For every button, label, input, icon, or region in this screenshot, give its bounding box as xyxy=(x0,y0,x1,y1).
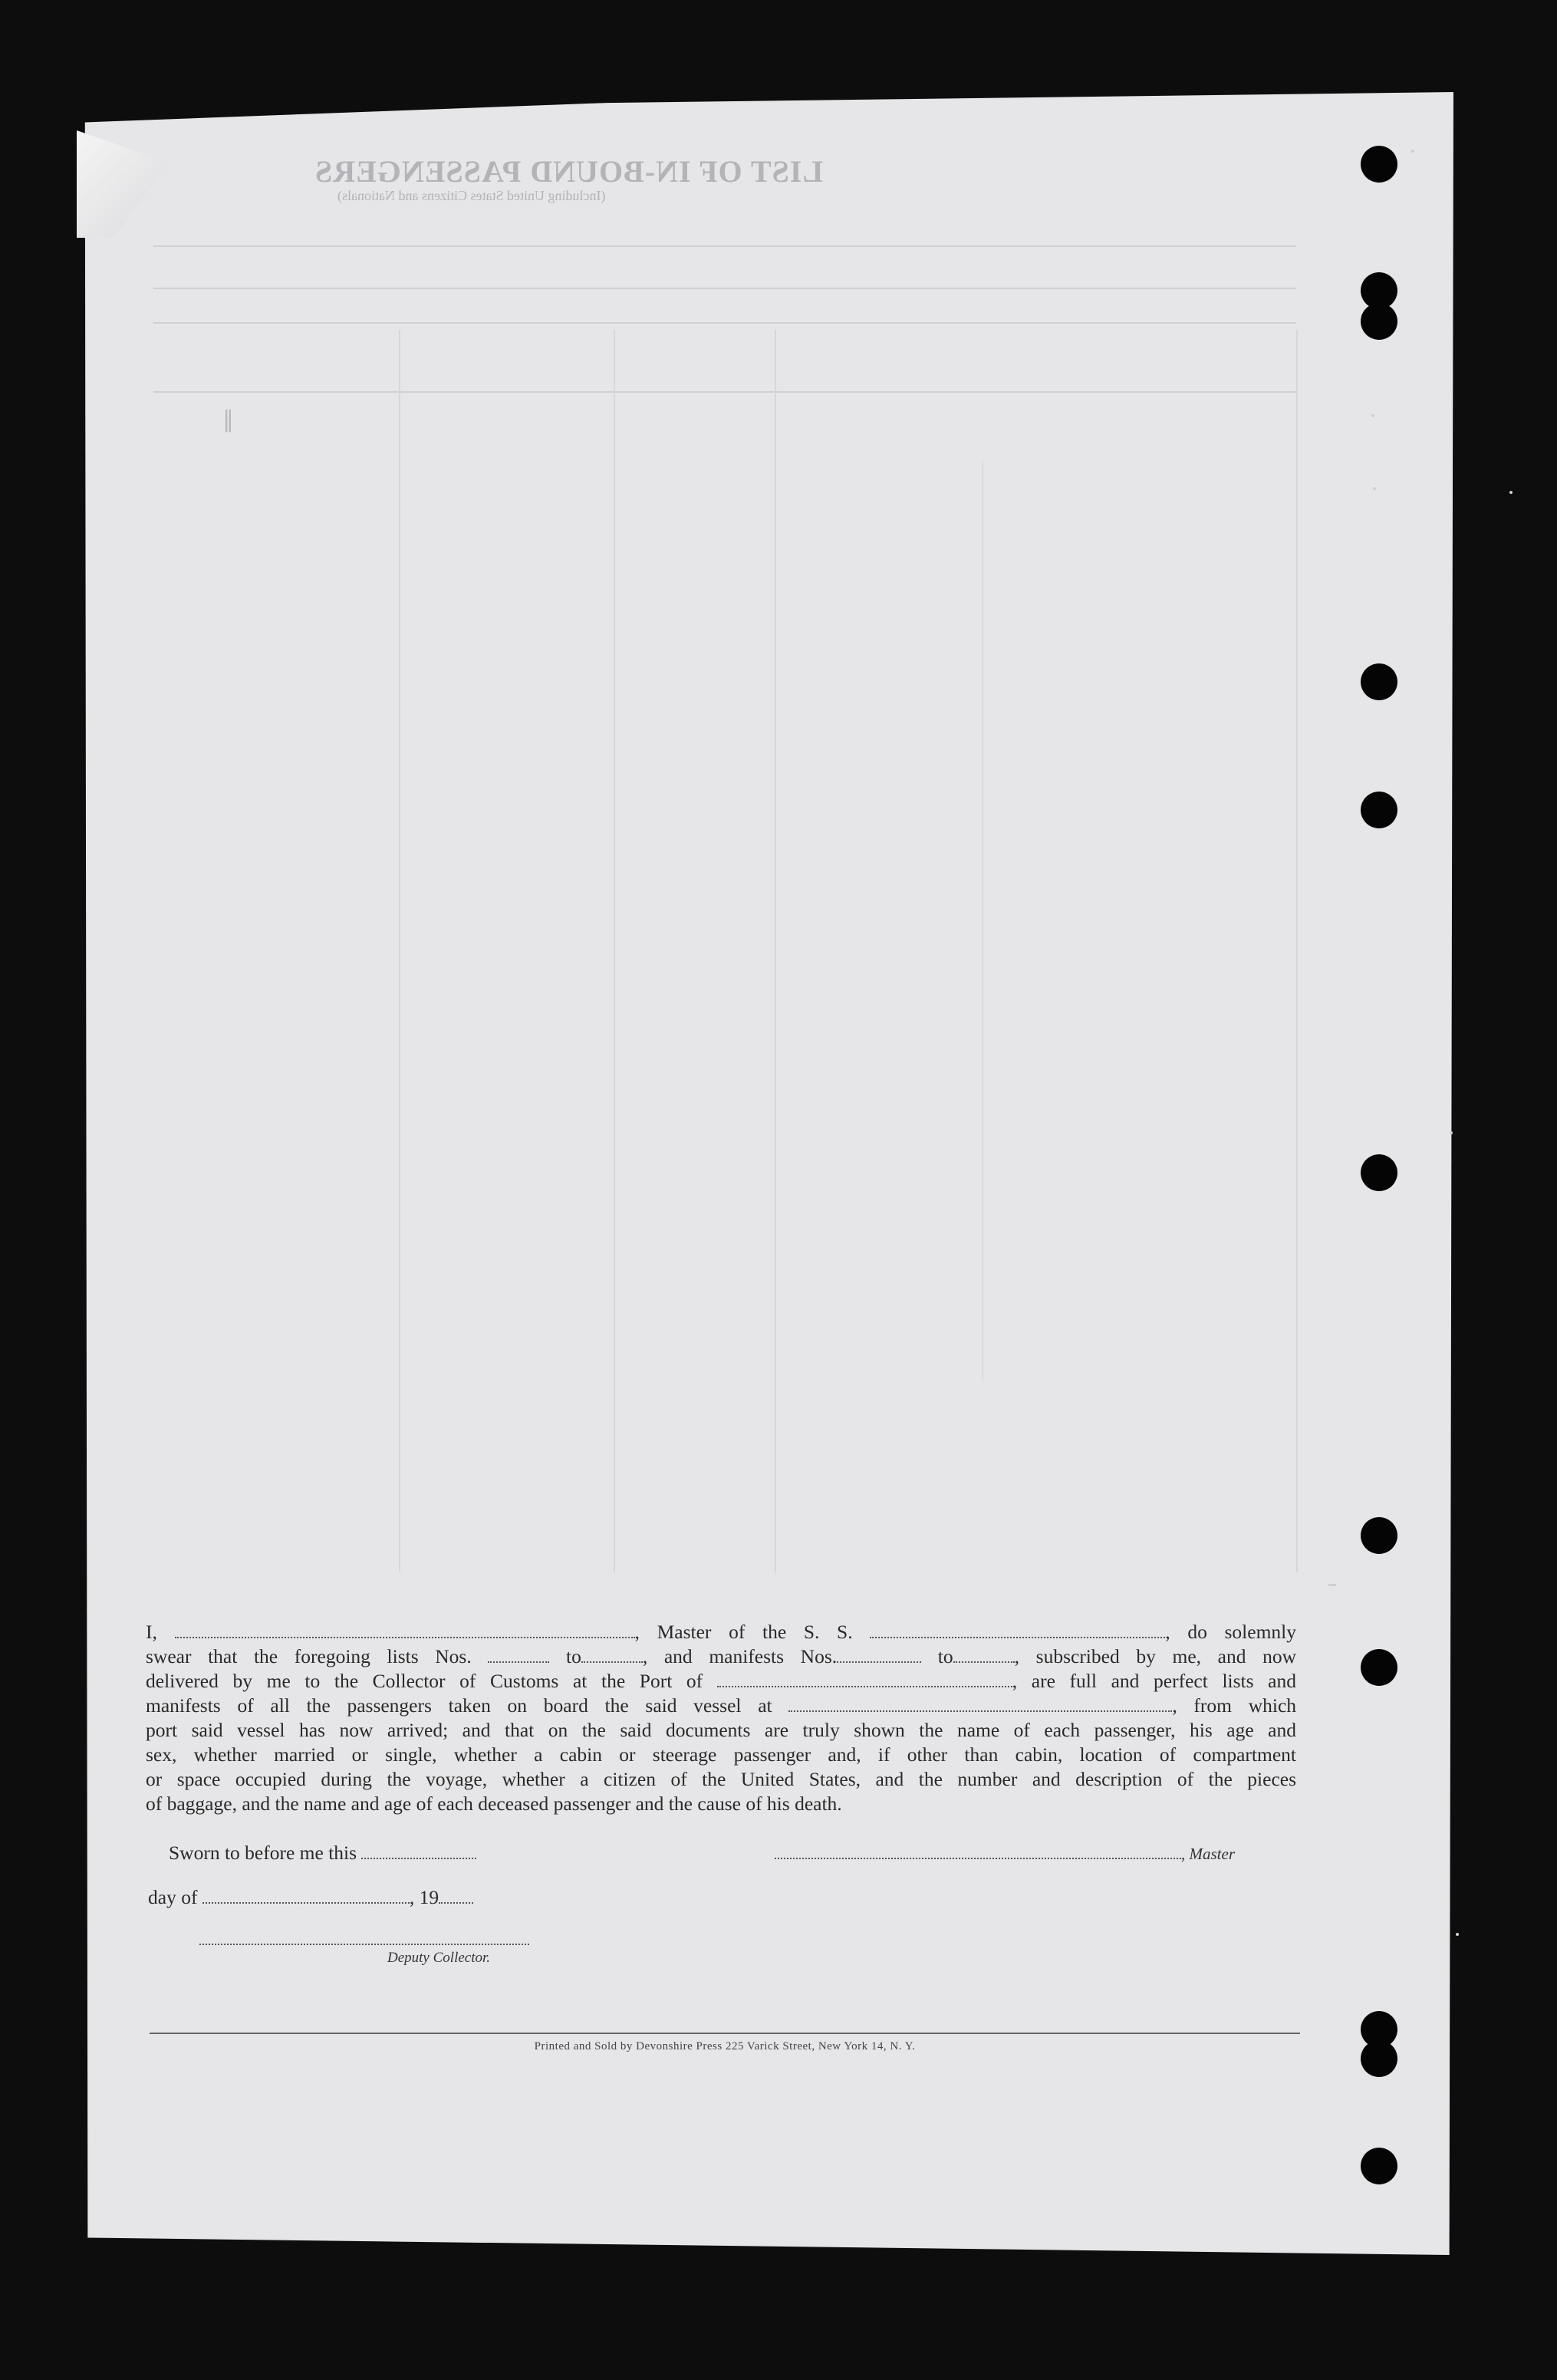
oath-line-1: I, , Master of the S. S. , do solemnly xyxy=(146,1621,1296,1643)
punch-hole xyxy=(1361,303,1397,340)
show-through-subtitle: (Including United States Citizens and Nationals) xyxy=(337,188,606,203)
oath-line-4: manifests of all the passengers taken on board the said vessel at , from which xyxy=(146,1694,1297,1717)
manifest-to-blank[interactable] xyxy=(953,1644,1015,1663)
margin-speck xyxy=(1456,1933,1459,1936)
show-through-rule xyxy=(153,288,1296,289)
oath-line-5: port said vessel has now arrived; and that on the said documents are truly shown the name of each passenger, his age and xyxy=(146,1719,1296,1741)
margin-speck xyxy=(1450,1131,1453,1134)
sworn-row: Sworn to before me this xyxy=(169,1841,476,1865)
oath-line-6: sex, whether married or single, whether a cabin or steerage passenger and, if other than cabin, location of compartment xyxy=(146,1743,1296,1766)
show-through-rule xyxy=(153,391,1296,393)
sworn-day-blank[interactable] xyxy=(361,1841,476,1859)
show-through-column xyxy=(399,330,400,1572)
day-of-row: day of , 19 xyxy=(148,1885,473,1909)
margin-speck xyxy=(1373,487,1376,490)
show-through-column xyxy=(982,460,983,1381)
show-through-rule xyxy=(153,245,1296,247)
margin-speck xyxy=(1509,491,1513,494)
punch-hole xyxy=(1361,1154,1397,1191)
margin-speck xyxy=(1328,1584,1336,1586)
printer-imprint: Printed and Sold by Devonshire Press 225 Varick Street, New York 14, N. Y. xyxy=(534,2040,916,2052)
show-through-rule xyxy=(153,322,1296,324)
month-blank[interactable] xyxy=(202,1885,410,1904)
manifest-from-blank[interactable] xyxy=(837,1644,921,1663)
deputy-signature-blank[interactable] xyxy=(199,1927,529,1945)
oath-line-8: of baggage, and the name and age of each deceased passenger and the cause of his death. xyxy=(146,1792,842,1815)
year-blank[interactable] xyxy=(439,1885,473,1904)
punch-hole xyxy=(1361,792,1397,828)
vessel-name-blank[interactable] xyxy=(870,1620,1165,1638)
oath-line-3: delivered by me to the Collector of Customs at the Port of , are full and perfect lists and xyxy=(146,1670,1297,1692)
punch-hole xyxy=(1361,1649,1397,1686)
show-through-column xyxy=(775,330,776,1572)
deputy-collector-row xyxy=(199,1927,529,1950)
oath-line-2: swear that the foregoing lists Nos. to , and manifests Nos. to , subscribed by me, and now xyxy=(146,1645,1297,1667)
master-signature-blank[interactable] xyxy=(775,1841,1181,1859)
margin-speck xyxy=(1411,150,1414,153)
master-name-blank[interactable] xyxy=(175,1620,635,1638)
deputy-collector-label: Deputy Collector. xyxy=(387,1950,491,1966)
list-from-blank[interactable] xyxy=(488,1644,549,1663)
show-through-title: LIST OF IN-BOUND PASSENGERS xyxy=(314,154,824,189)
oath-line-7: or space occupied during the voyage, whether a citizen of the United States, and the number and description of the pieces xyxy=(146,1768,1296,1790)
master-signature-row: , Master xyxy=(775,1841,1235,1865)
list-to-blank[interactable] xyxy=(581,1644,643,1663)
departure-port-blank[interactable] xyxy=(788,1694,1172,1712)
punch-hole xyxy=(1361,2148,1397,2184)
margin-speck xyxy=(1371,414,1374,417)
punch-hole xyxy=(1361,663,1397,700)
port-blank[interactable] xyxy=(717,1669,1012,1687)
show-through-mark: ∥ xyxy=(222,407,234,433)
show-through-column xyxy=(614,330,615,1572)
footer-rule xyxy=(150,2033,1300,2034)
punch-hole xyxy=(1361,146,1397,183)
show-through-column xyxy=(1296,330,1298,1572)
punch-hole xyxy=(1361,1517,1397,1554)
master-oath xyxy=(146,1620,1296,1816)
punch-hole xyxy=(1361,2040,1397,2077)
